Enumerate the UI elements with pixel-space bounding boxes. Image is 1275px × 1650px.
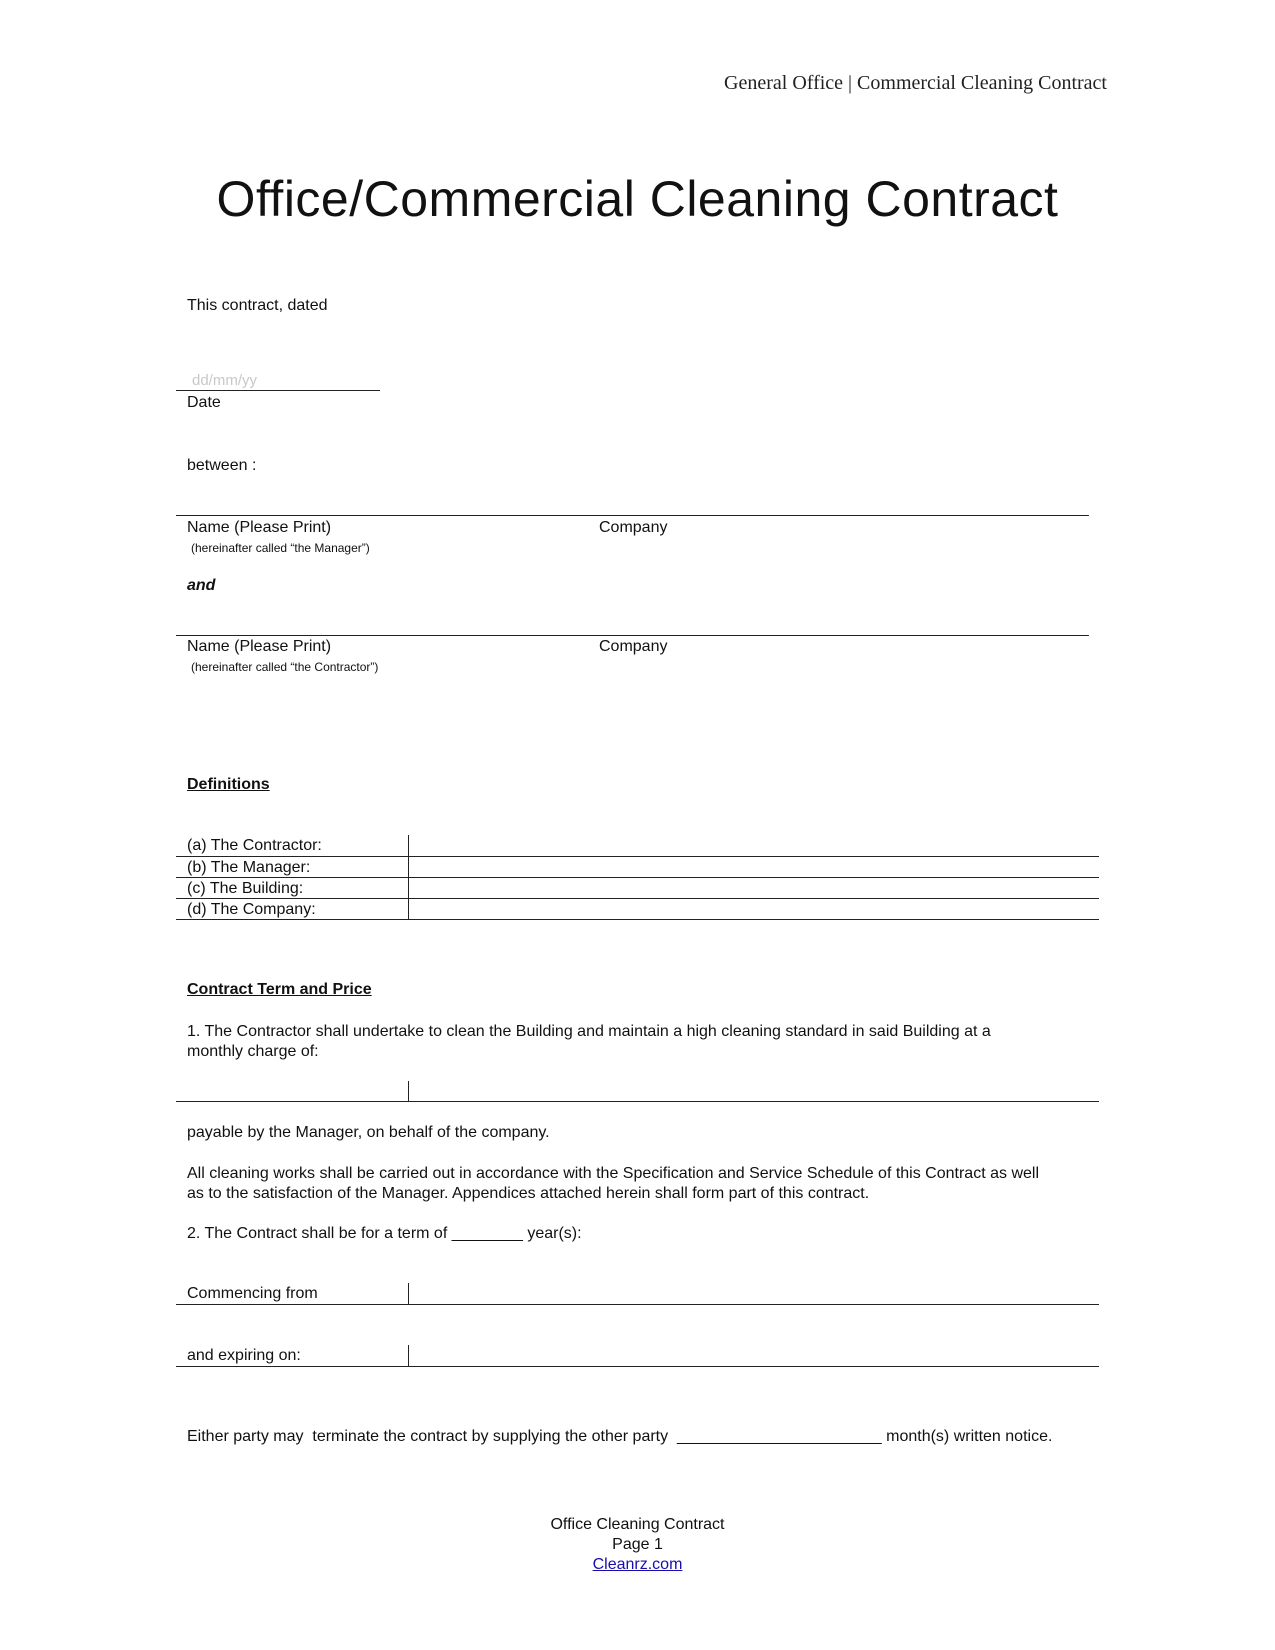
definition-building-line[interactable]	[176, 898, 1099, 899]
manager-name-label: Name (Please Print)	[187, 519, 332, 536]
manager-company-label: Company	[599, 519, 668, 536]
contract-dated-text: This contract, dated	[187, 297, 328, 314]
footer-link[interactable]: Cleanrz.com	[592, 1556, 683, 1573]
manager-note: (hereinafter called “the Manager”)	[191, 541, 370, 555]
commencing-label: Commencing from	[187, 1285, 318, 1302]
definition-company: (d) The Company:	[187, 901, 316, 918]
expiring-label: and expiring on:	[187, 1347, 301, 1364]
footer-title: Office Cleaning Contract	[550, 1516, 725, 1533]
date-underline	[176, 390, 380, 391]
clause2-text: 2. The Contract shall be for a term of ________ year(s):	[187, 1225, 582, 1242]
contractor-company-label: Company	[599, 638, 668, 655]
charge-divider	[408, 1081, 409, 1101]
payable-text: payable by the Manager, on behalf of the company.	[187, 1124, 550, 1141]
contractor-signature-line[interactable]	[176, 635, 1089, 636]
term-price-heading: Contract Term and Price	[187, 981, 372, 998]
page-header: General Office | Commercial Cleaning Contract	[724, 72, 1107, 94]
clause1-line2: monthly charge of:	[187, 1043, 319, 1060]
termination-text: Either party may terminate the contract by supplying the other party _______________________ month(s) written notice.	[187, 1428, 1053, 1445]
monthly-charge-line[interactable]	[176, 1101, 1099, 1102]
definition-manager: (b) The Manager:	[187, 859, 311, 876]
definition-manager-line[interactable]	[176, 877, 1099, 878]
date-field[interactable]: dd/mm/yy	[192, 372, 258, 389]
contractor-note: (hereinafter called “the Contractor”)	[191, 660, 379, 674]
definition-building: (c) The Building:	[187, 880, 304, 897]
commencing-line[interactable]	[176, 1304, 1099, 1305]
expiring-divider	[408, 1345, 409, 1366]
expiring-line[interactable]	[176, 1366, 1099, 1367]
definition-contractor-line[interactable]	[176, 856, 1099, 857]
footer-page-number: Page 1	[612, 1536, 663, 1553]
works-line2: as to the satisfaction of the Manager. Appendices attached herein shall form part of this contract.	[187, 1185, 870, 1202]
definitions-heading: Definitions	[187, 776, 270, 793]
date-label: Date	[187, 394, 221, 411]
works-line1: All cleaning works shall be carried out in accordance with the Specification and Service Schedule of this Contract as well	[187, 1165, 1039, 1182]
manager-signature-line[interactable]	[176, 515, 1089, 516]
document-title: Office/Commercial Cleaning Contract	[216, 171, 1059, 227]
definition-contractor: (a) The Contractor:	[187, 837, 322, 854]
contractor-name-label: Name (Please Print)	[187, 638, 332, 655]
commencing-divider	[408, 1283, 409, 1304]
clause1-line1: 1. The Contractor shall undertake to clean the Building and maintain a high cleaning standard in said Building at a	[187, 1023, 991, 1040]
definition-company-line[interactable]	[176, 919, 1099, 920]
between-text: between :	[187, 457, 257, 474]
and-text: and	[187, 577, 216, 594]
